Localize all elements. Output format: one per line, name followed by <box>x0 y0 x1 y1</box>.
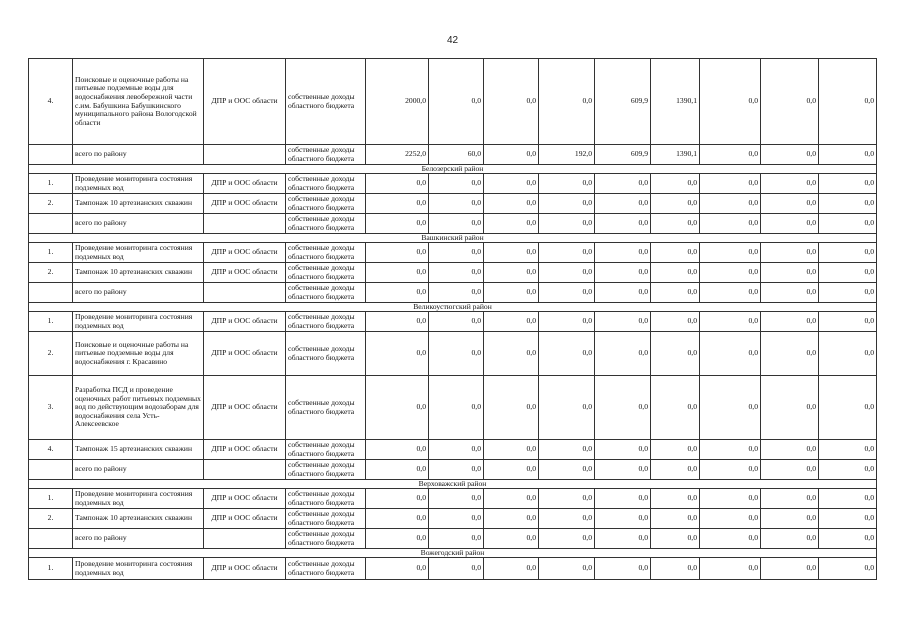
funding-source-cell: собственные доходы областного бюджета <box>286 489 366 509</box>
amount-cell: 0,0 <box>651 243 700 263</box>
amount-cell: 0,0 <box>651 194 700 214</box>
measure-name-cell: Тампонаж 10 артезианских скважин <box>73 509 204 529</box>
table-row <box>29 440 877 460</box>
amount-cell: 0,0 <box>819 558 877 580</box>
amount-cell: 0,0 <box>761 194 819 214</box>
amount-cell: 0,0 <box>761 460 819 480</box>
executor-cell: ДПР и ООС области <box>204 194 286 214</box>
amount-cell: 0,0 <box>366 263 429 283</box>
amount-cell: 0,0 <box>700 214 761 234</box>
table-row <box>29 376 877 440</box>
amount-cell: 0,0 <box>761 489 819 509</box>
amount-cell: 0,0 <box>819 489 877 509</box>
amount-cell: 0,0 <box>539 558 595 580</box>
measure-name-cell: Проведение мониторинга состояния подземных вод <box>73 312 204 332</box>
executor-cell: ДПР и ООС области <box>204 312 286 332</box>
amount-cell: 0,0 <box>429 174 484 194</box>
amount-cell: 0,0 <box>539 376 595 440</box>
amount-cell: 0,0 <box>366 312 429 332</box>
executor-cell: ДПР и ООС области <box>204 174 286 194</box>
amount-cell: 0,0 <box>429 489 484 509</box>
amount-cell: 0,0 <box>700 509 761 529</box>
measure-name-cell: всего по району <box>73 145 204 165</box>
executor-cell <box>204 529 286 549</box>
amount-cell: 0,0 <box>819 145 877 165</box>
amount-cell: 0,0 <box>819 59 877 145</box>
funding-source-cell: собственные доходы областного бюджета <box>286 214 366 234</box>
amount-cell: 0,0 <box>429 283 484 303</box>
amount-cell: 0,0 <box>700 376 761 440</box>
amount-cell: 0,0 <box>539 460 595 480</box>
amount-cell: 0,0 <box>761 332 819 376</box>
row-number-cell: 3. <box>29 376 73 440</box>
amount-cell: 0,0 <box>700 460 761 480</box>
amount-cell: 0,0 <box>539 174 595 194</box>
amount-cell: 0,0 <box>366 460 429 480</box>
amount-cell: 0,0 <box>819 376 877 440</box>
amount-cell: 0,0 <box>429 509 484 529</box>
amount-cell: 0,0 <box>761 558 819 580</box>
amount-cell: 0,0 <box>539 214 595 234</box>
amount-cell: 0,0 <box>429 529 484 549</box>
amount-cell: 0,0 <box>484 59 539 145</box>
amount-cell: 0,0 <box>595 194 651 214</box>
executor-cell <box>204 145 286 165</box>
amount-cell: 0,0 <box>651 332 700 376</box>
table-row <box>29 558 877 580</box>
amount-cell: 0,0 <box>819 263 877 283</box>
district-name: Белозерский район <box>29 165 877 174</box>
amount-cell: 0,0 <box>761 312 819 332</box>
amount-cell: 0,0 <box>484 332 539 376</box>
amount-cell: 0,0 <box>366 214 429 234</box>
amount-cell: 0,0 <box>429 332 484 376</box>
amount-cell: 0,0 <box>651 312 700 332</box>
executor-cell: ДПР и ООС области <box>204 376 286 440</box>
amount-cell: 0,0 <box>539 332 595 376</box>
funding-source-cell: собственные доходы областного бюджета <box>286 174 366 194</box>
row-number-cell <box>29 214 73 234</box>
amount-cell: 0,0 <box>700 529 761 549</box>
table-row <box>29 263 877 283</box>
amount-cell: 0,0 <box>761 214 819 234</box>
row-number-cell: 2. <box>29 194 73 214</box>
amount-cell: 0,0 <box>484 489 539 509</box>
amount-cell: 0,0 <box>366 558 429 580</box>
amount-cell: 0,0 <box>700 312 761 332</box>
amount-cell: 0,0 <box>700 332 761 376</box>
district-name: Вашкинский район <box>29 234 877 243</box>
amount-cell: 0,0 <box>539 263 595 283</box>
district-total-row <box>29 460 877 480</box>
measure-name-cell: всего по району <box>73 283 204 303</box>
amount-cell: 0,0 <box>819 332 877 376</box>
amount-cell: 0,0 <box>539 529 595 549</box>
row-number-cell: 1. <box>29 489 73 509</box>
funding-source-cell: собственные доходы областного бюджета <box>286 529 366 549</box>
table-row <box>29 59 877 145</box>
amount-cell: 0,0 <box>366 376 429 440</box>
amount-cell: 0,0 <box>819 194 877 214</box>
amount-cell: 0,0 <box>366 332 429 376</box>
amount-cell: 0,0 <box>484 145 539 165</box>
amount-cell: 0,0 <box>595 489 651 509</box>
amount-cell: 0,0 <box>366 194 429 214</box>
row-number-cell: 4. <box>29 59 73 145</box>
amount-cell: 0,0 <box>651 440 700 460</box>
measure-name-cell: Разработка ПСД и проведение оценочных работ питьевых подземных вод по действующим водозаборам для водоснабжения села Усть-Алексеевское <box>73 376 204 440</box>
district-total-row <box>29 145 877 165</box>
amount-cell: 0,0 <box>484 214 539 234</box>
amount-cell: 0,0 <box>651 509 700 529</box>
executor-cell: ДПР и ООС области <box>204 489 286 509</box>
measure-name-cell: всего по району <box>73 214 204 234</box>
district-name: Великоустюгский район <box>29 303 877 312</box>
amount-cell: 0,0 <box>700 145 761 165</box>
measure-name-cell: Поисковые и оценочные работы на питьевые подземные воды для водоснабжения левобережной части с.им. Бабушкина Бабушкинского муниципального района Вологодской области <box>73 59 204 145</box>
amount-cell: 609,9 <box>595 145 651 165</box>
amount-cell: 0,0 <box>484 194 539 214</box>
amount-cell: 0,0 <box>595 283 651 303</box>
row-number-cell: 4. <box>29 440 73 460</box>
amount-cell: 0,0 <box>539 440 595 460</box>
amount-cell: 0,0 <box>761 509 819 529</box>
row-number-cell: 1. <box>29 312 73 332</box>
amount-cell: 0,0 <box>595 440 651 460</box>
amount-cell: 0,0 <box>539 312 595 332</box>
measure-name-cell: Тампонаж 10 артезианских скважин <box>73 263 204 283</box>
measure-name-cell: Поисковые и оценочные работы на питьевые подземные воды для водоснабжения г. Красавино <box>73 332 204 376</box>
amount-cell: 0,0 <box>761 263 819 283</box>
table-row <box>29 332 877 376</box>
amount-cell: 0,0 <box>429 194 484 214</box>
district-total-row <box>29 529 877 549</box>
amount-cell: 0,0 <box>651 489 700 509</box>
amount-cell: 0,0 <box>539 194 595 214</box>
row-number-cell: 1. <box>29 243 73 263</box>
amount-cell: 0,0 <box>484 263 539 283</box>
amount-cell: 0,0 <box>819 440 877 460</box>
amount-cell: 0,0 <box>651 558 700 580</box>
amount-cell: 0,0 <box>761 243 819 263</box>
amount-cell: 0,0 <box>761 283 819 303</box>
table-row <box>29 194 877 214</box>
amount-cell: 0,0 <box>366 529 429 549</box>
amount-cell: 0,0 <box>819 460 877 480</box>
amount-cell: 0,0 <box>595 558 651 580</box>
amount-cell: 0,0 <box>429 558 484 580</box>
row-number-cell: 2. <box>29 263 73 283</box>
row-number-cell <box>29 529 73 549</box>
executor-cell: ДПР и ООС области <box>204 332 286 376</box>
amount-cell: 0,0 <box>484 529 539 549</box>
executor-cell: ДПР и ООС области <box>204 440 286 460</box>
executor-cell: ДПР и ООС области <box>204 263 286 283</box>
amount-cell: 0,0 <box>539 59 595 145</box>
funding-source-cell: собственные доходы областного бюджета <box>286 145 366 165</box>
amount-cell: 0,0 <box>429 312 484 332</box>
amount-cell: 0,0 <box>366 440 429 460</box>
amount-cell: 0,0 <box>761 174 819 194</box>
amount-cell: 0,0 <box>819 214 877 234</box>
executor-cell: ДПР и ООС области <box>204 59 286 145</box>
amount-cell: 0,0 <box>819 174 877 194</box>
row-number-cell <box>29 283 73 303</box>
amount-cell: 0,0 <box>484 440 539 460</box>
amount-cell: 0,0 <box>429 376 484 440</box>
row-number-cell: 2. <box>29 332 73 376</box>
row-number-cell: 2. <box>29 509 73 529</box>
amount-cell: 0,0 <box>761 440 819 460</box>
funding-source-cell: собственные доходы областного бюджета <box>286 558 366 580</box>
amount-cell: 0,0 <box>700 243 761 263</box>
executor-cell <box>204 214 286 234</box>
amount-cell: 0,0 <box>761 145 819 165</box>
amount-cell: 0,0 <box>366 509 429 529</box>
program-table <box>28 58 877 580</box>
amount-cell: 0,0 <box>819 243 877 263</box>
amount-cell: 0,0 <box>484 312 539 332</box>
amount-cell: 0,0 <box>595 460 651 480</box>
table-row <box>29 174 877 194</box>
amount-cell: 0,0 <box>761 376 819 440</box>
amount-cell: 0,0 <box>595 214 651 234</box>
funding-source-cell: собственные доходы областного бюджета <box>286 243 366 263</box>
district-header-row <box>29 480 877 489</box>
funding-source-cell: собственные доходы областного бюджета <box>286 194 366 214</box>
measure-name-cell: Проведение мониторинга состояния подземных вод <box>73 558 204 580</box>
district-header-row <box>29 549 877 558</box>
funding-source-cell: собственные доходы областного бюджета <box>286 332 366 376</box>
amount-cell: 0,0 <box>700 489 761 509</box>
amount-cell: 0,0 <box>761 529 819 549</box>
amount-cell: 0,0 <box>700 440 761 460</box>
amount-cell: 60,0 <box>429 145 484 165</box>
amount-cell: 0,0 <box>595 174 651 194</box>
district-header-row <box>29 234 877 243</box>
amount-cell: 0,0 <box>595 312 651 332</box>
amount-cell: 0,0 <box>700 174 761 194</box>
funding-source-cell: собственные доходы областного бюджета <box>286 440 366 460</box>
amount-cell: 0,0 <box>819 283 877 303</box>
amount-cell: 192,0 <box>539 145 595 165</box>
district-name: Верховажский район <box>29 480 877 489</box>
district-header-row <box>29 165 877 174</box>
amount-cell: 0,0 <box>595 529 651 549</box>
amount-cell: 2252,0 <box>366 145 429 165</box>
table-row <box>29 312 877 332</box>
amount-cell: 0,0 <box>700 283 761 303</box>
amount-cell: 609,9 <box>595 59 651 145</box>
executor-cell <box>204 283 286 303</box>
row-number-cell: 1. <box>29 174 73 194</box>
amount-cell: 0,0 <box>366 174 429 194</box>
funding-source-cell: собственные доходы областного бюджета <box>286 59 366 145</box>
funding-source-cell: собственные доходы областного бюджета <box>286 312 366 332</box>
amount-cell: 0,0 <box>651 460 700 480</box>
amount-cell: 0,0 <box>819 529 877 549</box>
table-row <box>29 243 877 263</box>
amount-cell: 0,0 <box>700 59 761 145</box>
amount-cell: 0,0 <box>651 174 700 194</box>
amount-cell: 0,0 <box>539 509 595 529</box>
amount-cell: 0,0 <box>539 489 595 509</box>
amount-cell: 0,0 <box>651 263 700 283</box>
amount-cell: 1390,1 <box>651 59 700 145</box>
row-number-cell: 1. <box>29 558 73 580</box>
measure-name-cell: Проведение мониторинга состояния подземных вод <box>73 489 204 509</box>
amount-cell: 0,0 <box>539 243 595 263</box>
amount-cell: 0,0 <box>484 376 539 440</box>
row-number-cell <box>29 145 73 165</box>
amount-cell: 0,0 <box>700 263 761 283</box>
amount-cell: 0,0 <box>366 243 429 263</box>
measure-name-cell: Тампонаж 15 артезианских скважин <box>73 440 204 460</box>
table-row <box>29 489 877 509</box>
measure-name-cell: всего по району <box>73 529 204 549</box>
district-header-row <box>29 303 877 312</box>
amount-cell: 0,0 <box>429 214 484 234</box>
amount-cell: 0,0 <box>651 214 700 234</box>
amount-cell: 0,0 <box>700 194 761 214</box>
amount-cell: 0,0 <box>484 243 539 263</box>
district-total-row <box>29 214 877 234</box>
amount-cell: 0,0 <box>429 460 484 480</box>
amount-cell: 0,0 <box>651 529 700 549</box>
amount-cell: 0,0 <box>700 558 761 580</box>
amount-cell: 0,0 <box>761 59 819 145</box>
amount-cell: 0,0 <box>819 312 877 332</box>
funding-source-cell: собственные доходы областного бюджета <box>286 509 366 529</box>
amount-cell: 0,0 <box>429 440 484 460</box>
amount-cell: 0,0 <box>484 460 539 480</box>
amount-cell: 0,0 <box>595 263 651 283</box>
amount-cell: 0,0 <box>429 243 484 263</box>
amount-cell: 1390,1 <box>651 145 700 165</box>
executor-cell: ДПР и ООС области <box>204 243 286 263</box>
amount-cell: 0,0 <box>429 59 484 145</box>
measure-name-cell: Проведение мониторинга состояния подземных вод <box>73 243 204 263</box>
executor-cell <box>204 460 286 480</box>
amount-cell: 0,0 <box>484 558 539 580</box>
funding-source-cell: собственные доходы областного бюджета <box>286 263 366 283</box>
measure-name-cell: всего по району <box>73 460 204 480</box>
measure-name-cell: Тампонаж 10 артезианских скважин <box>73 194 204 214</box>
executor-cell: ДПР и ООС области <box>204 558 286 580</box>
amount-cell: 0,0 <box>366 283 429 303</box>
amount-cell: 0,0 <box>651 283 700 303</box>
district-name: Вожегодский район <box>29 549 877 558</box>
amount-cell: 0,0 <box>595 243 651 263</box>
amount-cell: 2000,0 <box>366 59 429 145</box>
amount-cell: 0,0 <box>484 283 539 303</box>
amount-cell: 0,0 <box>819 509 877 529</box>
funding-source-cell: собственные доходы областного бюджета <box>286 283 366 303</box>
amount-cell: 0,0 <box>539 283 595 303</box>
executor-cell: ДПР и ООС области <box>204 509 286 529</box>
amount-cell: 0,0 <box>484 509 539 529</box>
table-row <box>29 509 877 529</box>
funding-source-cell: собственные доходы областного бюджета <box>286 460 366 480</box>
amount-cell: 0,0 <box>366 489 429 509</box>
row-number-cell <box>29 460 73 480</box>
funding-source-cell: собственные доходы областного бюджета <box>286 376 366 440</box>
amount-cell: 0,0 <box>484 174 539 194</box>
page-number: 42 <box>446 35 459 46</box>
amount-cell: 0,0 <box>429 263 484 283</box>
amount-cell: 0,0 <box>595 332 651 376</box>
district-total-row <box>29 283 877 303</box>
measure-name-cell: Проведение мониторинга состояния подземных вод <box>73 174 204 194</box>
amount-cell: 0,0 <box>595 376 651 440</box>
amount-cell: 0,0 <box>651 376 700 440</box>
amount-cell: 0,0 <box>595 509 651 529</box>
